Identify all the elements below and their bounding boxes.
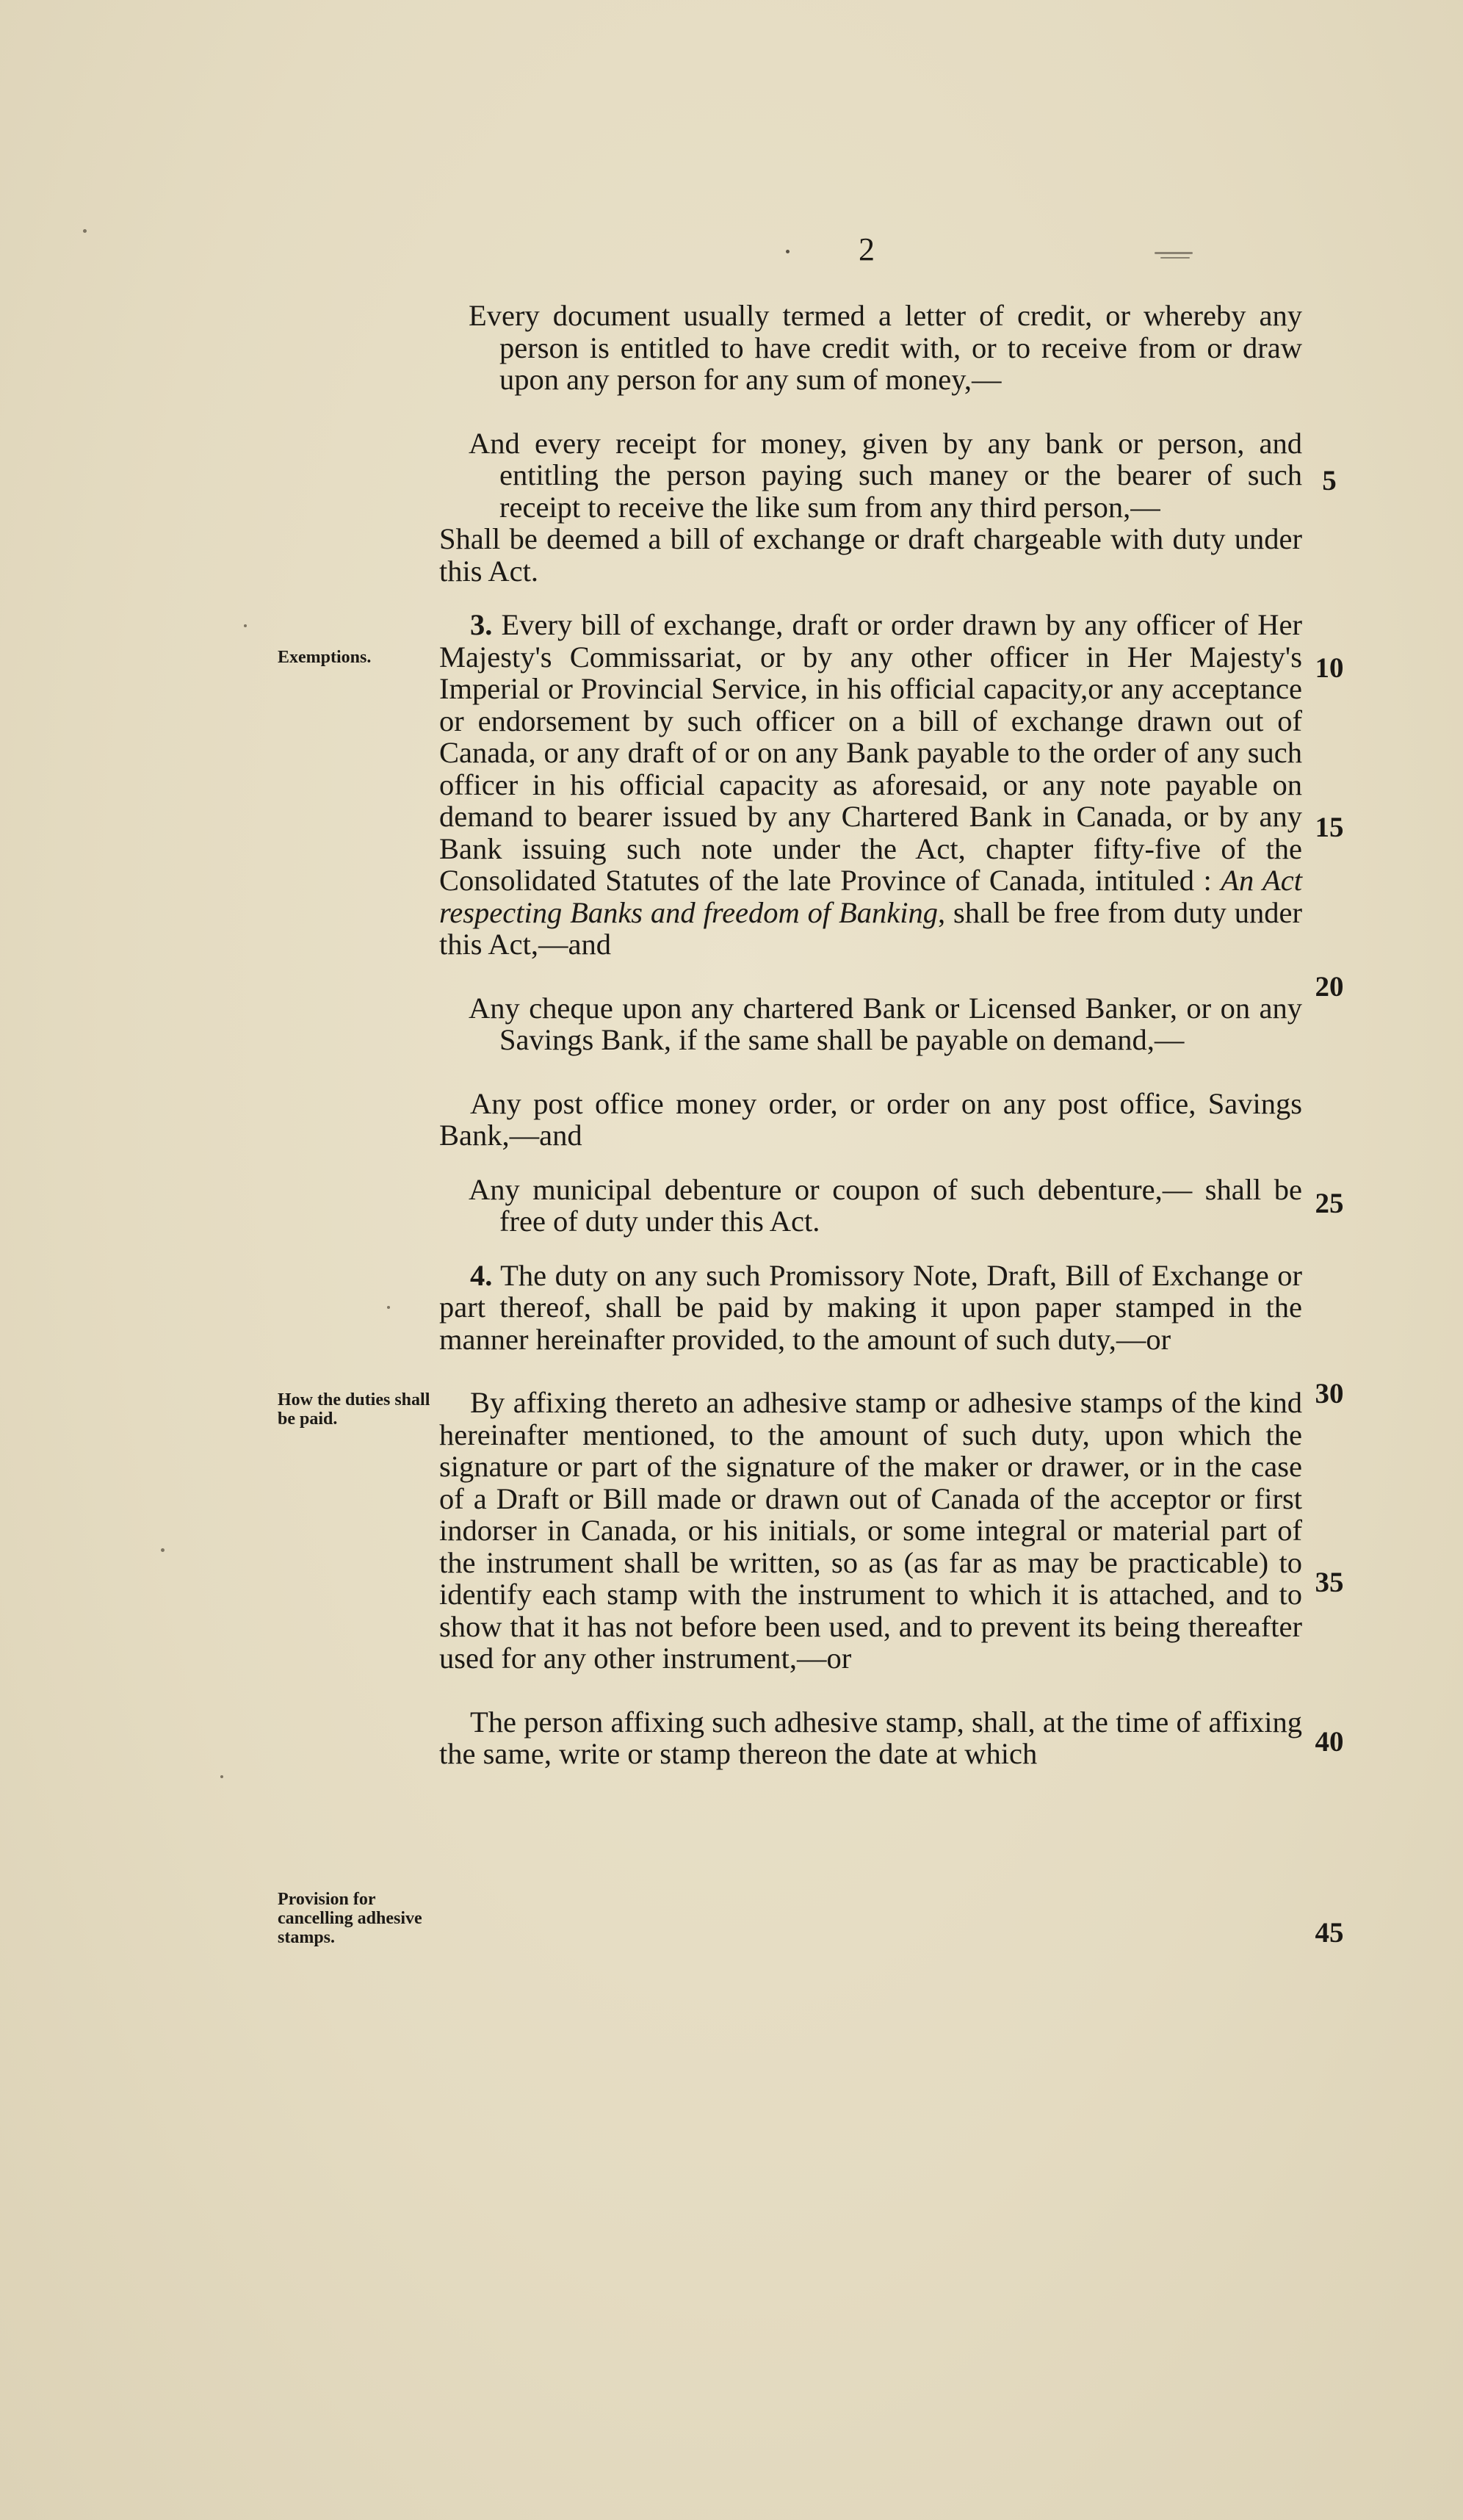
ink-speck xyxy=(83,229,87,233)
paragraph-receipt-for-money: And every receipt for money, given by any bank or person, and entitling the person paying such maney or the bearer of such receipt to receive the like sum from any third person,— xyxy=(469,426,1302,524)
ink-speck xyxy=(161,1548,165,1552)
paragraph-affixing-stamp: The person affixing such adhesive stamp, shall, at the time of affixing the same, write or stamp thereon the date at which xyxy=(439,1705,1302,1770)
paragraph-money-order: Any post office money order, or order on any post office, Savings Bank,—and xyxy=(439,1086,1302,1152)
line-number-45: 45 xyxy=(1315,1917,1344,1949)
paragraph-letter-of-credit: Every document usually termed a letter of credit, or whereby any person is entitled to have credit with, or to receive from or draw upon any person for any sum of money,— xyxy=(469,299,1302,396)
paragraph-cheque: Any cheque upon any chartered Bank or Licensed Banker, or on any Savings Bank, if the same shall be payable on demand,— xyxy=(469,991,1302,1056)
line-number-30: 30 xyxy=(1315,1378,1344,1409)
paragraph-deemed-bill: Shall be deemed a bill of exchange or draft chargeable with duty under this Act. xyxy=(439,522,1302,588)
section-number: 3. xyxy=(470,608,493,641)
line-number-5: 5 xyxy=(1322,465,1337,497)
line-number-40: 40 xyxy=(1315,1726,1344,1758)
ink-mark xyxy=(1160,257,1190,259)
paragraph-municipal-debenture: Any municipal debenture or coupon of such debenture,— shall be free of duty under this Act. xyxy=(469,1172,1302,1238)
ink-speck xyxy=(220,1775,223,1778)
ink-speck xyxy=(387,1306,390,1309)
line-number-35: 35 xyxy=(1315,1567,1344,1598)
section-3-text-end: , shall be free from duty under this Act,—and xyxy=(439,895,1302,961)
marginal-note-duties-paid: How the duties shall be paid. xyxy=(278,1390,430,1429)
line-number-25: 25 xyxy=(1315,1188,1344,1219)
ink-mark xyxy=(1155,252,1193,254)
ink-speck xyxy=(786,250,790,253)
main-text xyxy=(439,300,1302,1770)
act-title: An Act respecting Banks and freedom of Banking xyxy=(439,864,1303,929)
section-3-text: Every bill of exchange, draft or order drawn by any officer of Her Majesty's Commissariat, or by any other officer in Her Majesty's Imperial or Provincial Service, in his official capacity,or any acceptance or endorsement by such officer on a bill of exchange drawn out of Canada, or any draft of or on any Bank payable to the order of any such officer in his official capacity as aforesaid, or any note payable on demand to bearer issued by any Chartered Bank in Canada, or by any Bank issuing such note under the Act, chapter fifty-five of the Consolidated Statutes of the late Province of Canada, intituled : xyxy=(439,608,1302,897)
line-number-15: 15 xyxy=(1315,812,1344,843)
marginal-note-exemptions: Exemptions. xyxy=(278,648,372,667)
line-number-20: 20 xyxy=(1315,971,1344,1003)
page-number: 2 xyxy=(859,231,875,267)
section-number: 4. xyxy=(470,1258,493,1292)
paragraph-adhesive-stamp: By affixing thereto an adhesive stamp or adhesive stamps of the kind hereinafter mentioned, to the amount of such duty, upon which the signature or part of the signature of the maker or drawer, or in the case of a Draft or Bill made or drawn out of Canada of the acceptor or first indorser in Canada, or his initials, or some integral or material part of the instrument shall be written, so as (as far as may be practicable) to identify each stamp with the instrument to which it is attached, and to show that it has not before been used, and to prevent its being thereafter used for any other instrument,—or xyxy=(439,1386,1302,1675)
section-4-text: The duty on any such Promissory Note, Draft, Bill of Exchange or part thereof, shall be paid by making it upon paper stamped in the manner hereinafter provided, to the amount of such duty,—or xyxy=(439,1258,1302,1356)
line-number-10: 10 xyxy=(1315,652,1344,684)
ink-speck xyxy=(244,624,247,627)
section-4-duty-payment xyxy=(439,1260,1302,1356)
section-3-exemptions xyxy=(439,609,1302,961)
marginal-note-cancelling-stamps: Provision for cancelling adhesive stamps. xyxy=(278,1890,422,1947)
